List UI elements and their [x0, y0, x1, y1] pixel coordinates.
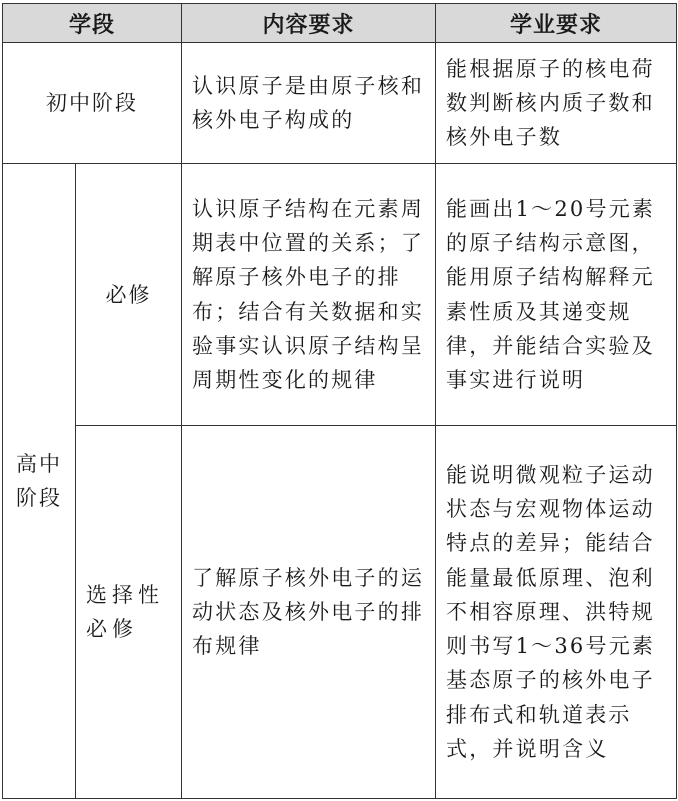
header-content: 内容要求 — [182, 4, 436, 43]
senior-stage-line2: 阶段 — [16, 486, 62, 510]
curriculum-table — [2, 3, 677, 799]
header-stage: 学段 — [3, 4, 182, 43]
required-content-cell: 认识原子结构在元素周期表中位置的关系；了解原子核外电子的排布；结合有关数据和实验事实认识原子结构呈周期性变化的规律 — [182, 164, 436, 426]
elective-label — [76, 426, 182, 799]
junior-content-cell: 认识原子是由原子核和核外电子构成的 — [182, 43, 436, 164]
elective-label-line1: 选择性 — [86, 583, 164, 607]
elective-label-line2: 必修 — [86, 617, 138, 641]
elective-content-cell: 了解原子核外电子的运动状态及核外电子的排布规律 — [182, 426, 436, 799]
junior-academic-cell: 能根据原子的核电荷数判断核内质子数和核外电子数 — [436, 43, 677, 164]
required-academic-cell: 能画出1～20号元素的原子结构示意图，能用原子结构解释元素性质及其递变规律，并能结合实验及事实进行说明 — [436, 164, 677, 426]
junior-row — [3, 43, 677, 164]
header-academic: 学业要求 — [436, 4, 677, 43]
elective-row — [3, 426, 677, 799]
senior-stage-label — [3, 164, 76, 799]
header-row — [3, 4, 677, 43]
required-label: 必修 — [76, 164, 182, 426]
required-row — [3, 164, 677, 426]
senior-stage-line1: 高中 — [16, 452, 62, 476]
junior-stage-label: 初中阶段 — [3, 43, 182, 164]
elective-academic-cell: 能说明微观粒子运动状态与宏观物体运动特点的差异；能结合能量最低原理、泡利不相容原理、洪特规则书写1～36号元素基态原子的核外电子排布式和轨道表示式，并说明含义 — [436, 426, 677, 799]
